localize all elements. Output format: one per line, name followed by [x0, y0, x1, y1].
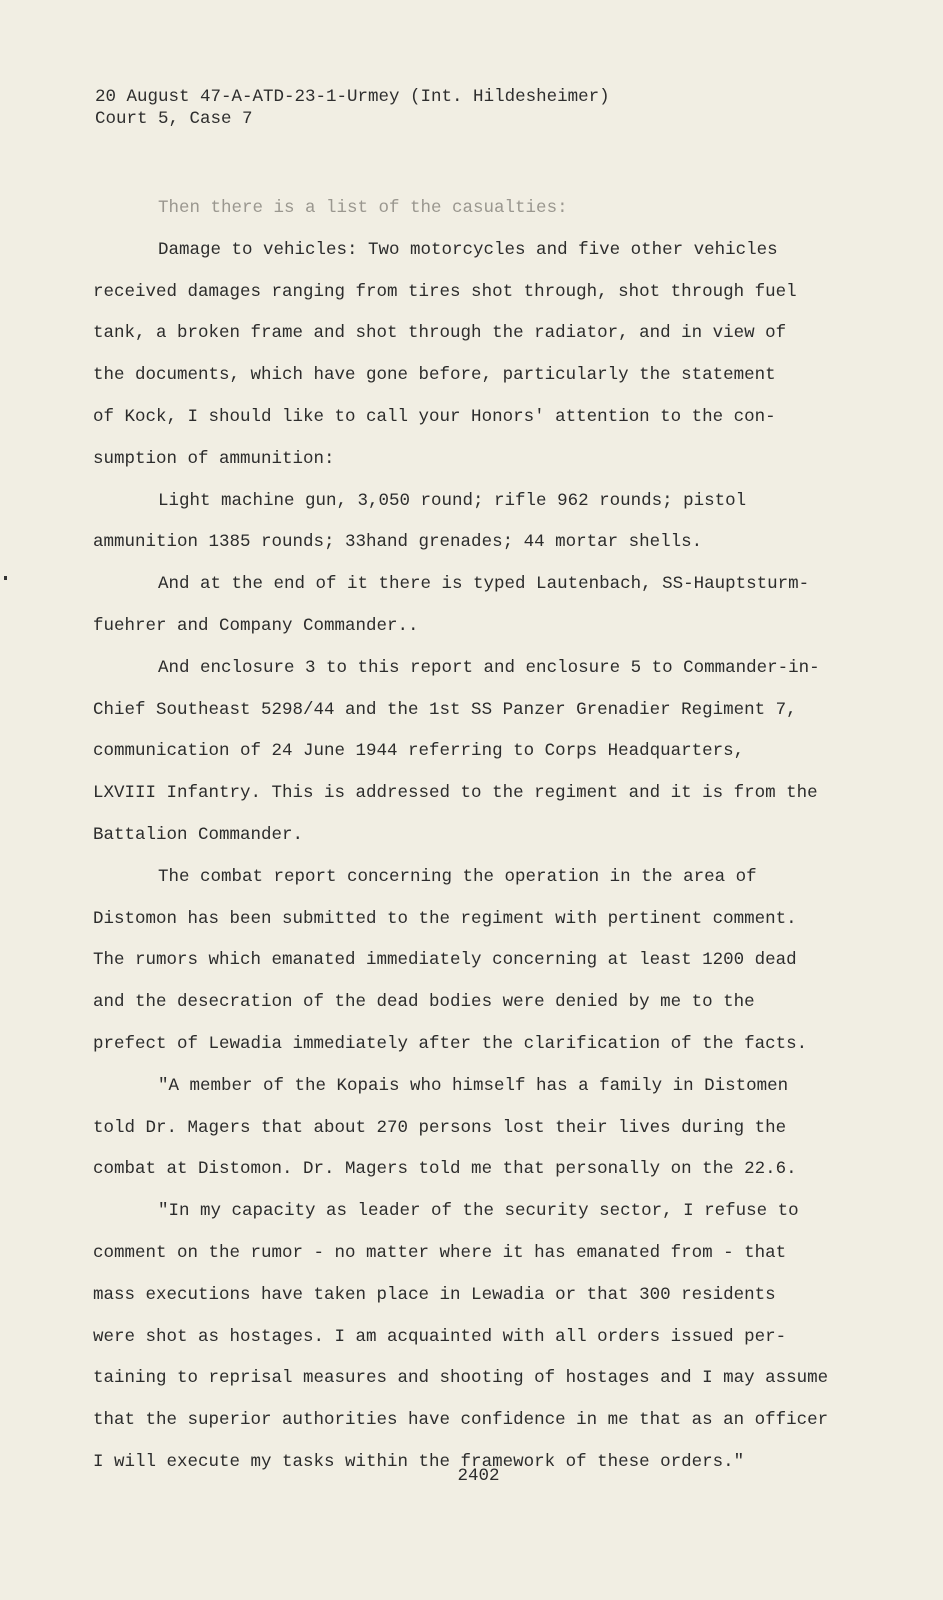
body-line: Then there is a list of the casualties:	[158, 198, 568, 218]
body-line: and the desecration of the dead bodies were denied by me to the	[93, 992, 755, 1013]
body-line: The combat report concerning the operation in the area of	[158, 866, 757, 887]
header-line-2: Court 5, Case 7	[95, 109, 253, 129]
page-number: 2402	[457, 1466, 500, 1486]
body-line: taining to reprisal measures and shooting of hostages and I may assume	[93, 1368, 829, 1389]
body-line: sumption of ammunition:	[93, 448, 335, 469]
body-line: were shot as hostages. I am acquainted with all orders issued per-	[93, 1326, 787, 1347]
body-line: tank, a broken frame and shot through the radiator, and in view of	[93, 323, 787, 344]
document-body	[93, 188, 853, 1484]
body-line: fuehrer and Company Commander..	[93, 615, 419, 636]
body-line: ammunition 1385 rounds; 33hand grenades; 44 mortar shells.	[93, 532, 703, 553]
document-header	[95, 86, 610, 130]
body-line: comment on the rumor - no matter where it has emanated from - that	[93, 1242, 787, 1263]
body-line: I will execute my tasks within the framework of these orders."	[93, 1451, 745, 1472]
body-line: Battalion Commander.	[93, 824, 304, 845]
body-line: the documents, which have gone before, particularly the statement	[93, 365, 776, 386]
body-line: "In my capacity as leader of the security sector, I refuse to	[158, 1201, 799, 1222]
body-line: told Dr. Magers that about 270 persons lost their lives during the	[93, 1117, 787, 1138]
body-line: The rumors which emanated immediately concerning at least 1200 dead	[93, 950, 797, 971]
body-line: that the superior authorities have confidence in me that as an officer	[93, 1410, 829, 1431]
body-line: Distomon has been submitted to the regiment with pertinent comment.	[93, 908, 797, 929]
body-line: Chief Southeast 5298/44 and the 1st SS Panzer Grenadier Regiment 7,	[93, 699, 797, 720]
body-line: mass executions have taken place in Lewadia or that 300 residents	[93, 1284, 776, 1305]
margin-mark	[4, 576, 7, 580]
body-line: received damages ranging from tires shot through, shot through fuel	[93, 281, 797, 302]
header-line-1: 20 August 47-A-ATD-23-1-Urmey (Int. Hildesheimer)	[95, 87, 610, 107]
body-line: of Kock, I should like to call your Honors' attention to the con-	[93, 406, 776, 427]
body-line: Damage to vehicles: Two motorcycles and five other vehicles	[158, 239, 778, 260]
body-line: combat at Distomon. Dr. Magers told me that personally on the 22.6.	[93, 1159, 797, 1180]
body-line: "A member of the Kopais who himself has a family in Distomen	[158, 1075, 789, 1096]
body-line: LXVIII Infantry. This is addressed to the regiment and it is from the	[93, 783, 818, 804]
body-line: And at the end of it there is typed Lautenbach, SS-Hauptsturm-	[158, 574, 810, 595]
body-line: prefect of Lewadia immediately after the clarification of the facts.	[93, 1033, 808, 1054]
body-line: communication of 24 June 1944 referring to Corps Headquarters,	[93, 741, 745, 762]
body-line: And enclosure 3 to this report and enclosure 5 to Commander-in-	[158, 657, 820, 678]
body-line: Light machine gun, 3,050 round; rifle 962 rounds; pistol	[158, 490, 747, 511]
